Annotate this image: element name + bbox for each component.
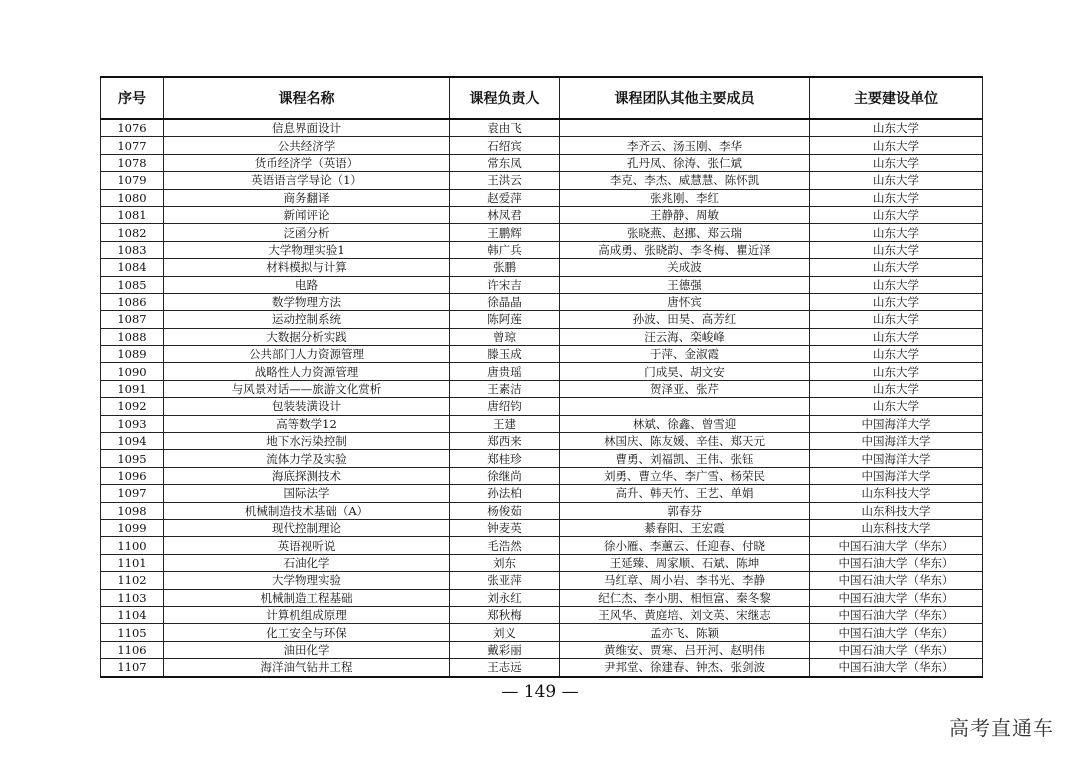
- cell-institution: 中国石油大学（华东）: [810, 606, 983, 623]
- cell-course-lead: 滕玉成: [450, 346, 560, 363]
- cell-team-members: 王延臻、周家顺、石斌、陈坤: [560, 554, 810, 571]
- cell-course-lead: 陈阿莲: [450, 311, 560, 328]
- cell-course-lead: 王洪云: [450, 172, 560, 189]
- table-row: [101, 572, 983, 589]
- cell-index: 1089: [101, 346, 164, 363]
- cell-team-members: 王风华、黄庭培、刘文英、宋继志: [560, 606, 810, 623]
- cell-course-name: 运动控制系统: [164, 311, 450, 328]
- cell-team-members: 孔丹凤、徐涛、张仁斌: [560, 154, 810, 171]
- header-course-lead: 课程负责人: [450, 77, 560, 119]
- cell-team-members: 门成昊、胡文安: [560, 363, 810, 380]
- header-institution: 主要建设单位: [810, 77, 983, 119]
- table-row: [101, 554, 983, 571]
- cell-course-name: 计算机组成原理: [164, 606, 450, 623]
- cell-team-members: 关成波: [560, 259, 810, 276]
- cell-institution: 山东大学: [810, 224, 983, 241]
- cell-institution: 山东科技大学: [810, 485, 983, 502]
- table-row: [101, 380, 983, 397]
- cell-course-lead: 郑桂珍: [450, 450, 560, 467]
- cell-index: 1096: [101, 467, 164, 484]
- cell-course-name: 大学物理实验: [164, 572, 450, 589]
- cell-course-name: 公共经济学: [164, 137, 450, 154]
- cell-course-name: 大学物理实验1: [164, 241, 450, 258]
- cell-course-lead: 王建: [450, 415, 560, 432]
- header-course-name: 课程名称: [164, 77, 450, 119]
- cell-course-lead: 张鹏: [450, 259, 560, 276]
- cell-course-name: 流体力学及实验: [164, 450, 450, 467]
- cell-course-name: 地下水污染控制: [164, 433, 450, 450]
- table-row: [101, 659, 983, 677]
- cell-course-lead: 王鹏辉: [450, 224, 560, 241]
- cell-course-name: 公共部门人力资源管理: [164, 346, 450, 363]
- cell-course-name: 泛函分析: [164, 224, 450, 241]
- cell-index: 1080: [101, 189, 164, 206]
- cell-course-lead: 王志远: [450, 659, 560, 677]
- cell-course-lead: 曾琼: [450, 328, 560, 345]
- table-row: [101, 641, 983, 658]
- cell-course-name: 商务翻译: [164, 189, 450, 206]
- cell-team-members: 孟亦飞、陈颖: [560, 624, 810, 641]
- cell-course-lead: 刘永红: [450, 589, 560, 606]
- cell-index: 1081: [101, 206, 164, 223]
- cell-institution: 中国石油大学（华东）: [810, 624, 983, 641]
- cell-index: 1099: [101, 519, 164, 536]
- cell-institution: 中国海洋大学: [810, 450, 983, 467]
- cell-index: 1097: [101, 485, 164, 502]
- table-row: [101, 415, 983, 432]
- cell-course-lead: 许宋吉: [450, 276, 560, 293]
- cell-course-lead: 唐绍钧: [450, 398, 560, 415]
- table-row: [101, 172, 983, 189]
- cell-course-lead: 常东凤: [450, 154, 560, 171]
- cell-course-name: 机械制造工程基础: [164, 589, 450, 606]
- cell-index: 1107: [101, 659, 164, 677]
- cell-course-name: 战略性人力资源管理: [164, 363, 450, 380]
- cell-course-name: 材料模拟与计算: [164, 259, 450, 276]
- cell-course-lead: 韩广兵: [450, 241, 560, 258]
- cell-index: 1086: [101, 293, 164, 310]
- table-header: [101, 77, 983, 119]
- cell-institution: 山东大学: [810, 259, 983, 276]
- cell-team-members: 高成勇、张晓韵、李冬梅、瞿近泽: [560, 241, 810, 258]
- table-row: [101, 398, 983, 415]
- cell-index: 1083: [101, 241, 164, 258]
- cell-institution: 中国石油大学（华东）: [810, 589, 983, 606]
- cell-index: 1093: [101, 415, 164, 432]
- cell-index: 1084: [101, 259, 164, 276]
- cell-course-lead: 徐晶晶: [450, 293, 560, 310]
- cell-course-name: 现代控制理论: [164, 519, 450, 536]
- cell-institution: 山东大学: [810, 293, 983, 310]
- cell-team-members: 张兆刚、李红: [560, 189, 810, 206]
- cell-team-members: 于萍、金淑霞: [560, 346, 810, 363]
- cell-team-members: 李克、李杰、威慧慧、陈怀凯: [560, 172, 810, 189]
- cell-index: 1102: [101, 572, 164, 589]
- cell-course-lead: 徐继尚: [450, 467, 560, 484]
- table-row: [101, 328, 983, 345]
- table-row: [101, 137, 983, 154]
- cell-institution: 山东大学: [810, 137, 983, 154]
- cell-institution: 山东大学: [810, 328, 983, 345]
- cell-institution: 中国石油大学（华东）: [810, 659, 983, 677]
- cell-institution: 山东大学: [810, 276, 983, 293]
- cell-index: 1078: [101, 154, 164, 171]
- header-row: [101, 77, 983, 119]
- cell-course-name: 石油化学: [164, 554, 450, 571]
- cell-index: 1103: [101, 589, 164, 606]
- cell-course-name: 机械制造技术基础（A）: [164, 502, 450, 519]
- cell-course-lead: 郑西来: [450, 433, 560, 450]
- cell-course-name: 货币经济学（英语）: [164, 154, 450, 171]
- table-row: [101, 467, 983, 484]
- cell-index: 1076: [101, 119, 164, 137]
- cell-team-members: 张晓燕、赵挪、郑云瑞: [560, 224, 810, 241]
- cell-institution: 山东大学: [810, 119, 983, 137]
- cell-course-lead: 石绍宾: [450, 137, 560, 154]
- table-row: [101, 606, 983, 623]
- cell-course-name: 英语语言学导论（1）: [164, 172, 450, 189]
- cell-team-members: 林国庆、陈友媛、辛佳、郑天元: [560, 433, 810, 450]
- table-row: [101, 363, 983, 380]
- cell-index: 1082: [101, 224, 164, 241]
- table-row: [101, 624, 983, 641]
- cell-institution: 山东大学: [810, 346, 983, 363]
- table-row: [101, 224, 983, 241]
- table-row: [101, 189, 983, 206]
- cell-index: 1094: [101, 433, 164, 450]
- cell-team-members: 刘勇、曹立华、李广雪、杨荣民: [560, 467, 810, 484]
- cell-team-members: 綦春阳、王宏霞: [560, 519, 810, 536]
- cell-course-lead: 刘东: [450, 554, 560, 571]
- cell-team-members: 王静静、周敏: [560, 206, 810, 223]
- cell-team-members: [560, 398, 810, 415]
- cell-course-name: 油田化学: [164, 641, 450, 658]
- cell-team-members: 尹邦堂、徐建春、钟杰、张剑波: [560, 659, 810, 677]
- cell-team-members: 李齐云、汤玉刚、李华: [560, 137, 810, 154]
- table-row: [101, 485, 983, 502]
- table-body: [101, 119, 983, 677]
- cell-team-members: 林斌、徐鑫、曾雪迎: [560, 415, 810, 432]
- cell-course-lead: 刘义: [450, 624, 560, 641]
- watermark-text: 高考直通车: [949, 716, 1054, 740]
- cell-index: 1104: [101, 606, 164, 623]
- cell-course-name: 与风景对话——旅游文化赏析: [164, 380, 450, 397]
- cell-course-name: 海底探测技术: [164, 467, 450, 484]
- cell-index: 1077: [101, 137, 164, 154]
- cell-institution: 中国石油大学（华东）: [810, 537, 983, 554]
- cell-course-name: 电路: [164, 276, 450, 293]
- cell-team-members: 汪云海、栾峻峰: [560, 328, 810, 345]
- cell-course-name: 英语视听说: [164, 537, 450, 554]
- course-table-container: [100, 76, 982, 678]
- cell-institution: 山东大学: [810, 363, 983, 380]
- table-row: [101, 154, 983, 171]
- cell-course-lead: 戴彩丽: [450, 641, 560, 658]
- cell-team-members: 马红章、周小岩、李书光、李静: [560, 572, 810, 589]
- cell-course-lead: 毛浩然: [450, 537, 560, 554]
- cell-institution: 山东科技大学: [810, 502, 983, 519]
- cell-institution: 山东科技大学: [810, 519, 983, 536]
- table-row: [101, 119, 983, 137]
- cell-team-members: 贺泽亚、张芹: [560, 380, 810, 397]
- header-index: 序号: [101, 77, 164, 119]
- cell-course-lead: 林凤君: [450, 206, 560, 223]
- cell-index: 1105: [101, 624, 164, 641]
- cell-course-lead: 钟麦英: [450, 519, 560, 536]
- table-row: [101, 311, 983, 328]
- cell-course-lead: 王素洁: [450, 380, 560, 397]
- cell-course-lead: 唐贵瑶: [450, 363, 560, 380]
- table-row: [101, 450, 983, 467]
- cell-index: 1087: [101, 311, 164, 328]
- table-row: [101, 241, 983, 258]
- cell-team-members: [560, 119, 810, 137]
- cell-team-members: 唐怀宾: [560, 293, 810, 310]
- cell-institution: 山东大学: [810, 189, 983, 206]
- cell-team-members: 黄维安、贾寒、吕开河、赵明伟: [560, 641, 810, 658]
- cell-course-name: 国际法学: [164, 485, 450, 502]
- cell-course-lead: 孙法柏: [450, 485, 560, 502]
- table-row: [101, 276, 983, 293]
- cell-team-members: 徐小雁、李蕙云、任迎春、付晓: [560, 537, 810, 554]
- cell-institution: 山东大学: [810, 172, 983, 189]
- cell-team-members: 纪仁杰、李小朋、相恒富、秦冬黎: [560, 589, 810, 606]
- cell-index: 1100: [101, 537, 164, 554]
- cell-team-members: 王德强: [560, 276, 810, 293]
- cell-index: 1079: [101, 172, 164, 189]
- cell-team-members: 高升、韩天竹、王艺、单娟: [560, 485, 810, 502]
- cell-course-name: 新闻评论: [164, 206, 450, 223]
- cell-course-lead: 赵爱萍: [450, 189, 560, 206]
- cell-index: 1088: [101, 328, 164, 345]
- cell-institution: 中国海洋大学: [810, 415, 983, 432]
- cell-team-members: 孙波、田昊、高芳红: [560, 311, 810, 328]
- cell-course-name: 包装装潢设计: [164, 398, 450, 415]
- cell-institution: 中国石油大学（华东）: [810, 641, 983, 658]
- table-row: [101, 433, 983, 450]
- table-row: [101, 346, 983, 363]
- cell-index: 1085: [101, 276, 164, 293]
- cell-institution: 中国海洋大学: [810, 467, 983, 484]
- cell-institution: 山东大学: [810, 398, 983, 415]
- cell-course-name: 数学物理方法: [164, 293, 450, 310]
- cell-institution: 中国海洋大学: [810, 433, 983, 450]
- cell-index: 1090: [101, 363, 164, 380]
- cell-institution: 山东大学: [810, 206, 983, 223]
- cell-course-name: 信息界面设计: [164, 119, 450, 137]
- cell-course-lead: 杨俊茹: [450, 502, 560, 519]
- cell-course-name: 大数据分析实践: [164, 328, 450, 345]
- cell-index: 1092: [101, 398, 164, 415]
- cell-index: 1098: [101, 502, 164, 519]
- cell-team-members: 郭春芬: [560, 502, 810, 519]
- table-row: [101, 519, 983, 536]
- page-number: — 149 —: [501, 682, 579, 702]
- cell-course-lead: 郑秋梅: [450, 606, 560, 623]
- cell-institution: 山东大学: [810, 241, 983, 258]
- cell-index: 1101: [101, 554, 164, 571]
- cell-institution: 山东大学: [810, 154, 983, 171]
- cell-course-name: 海洋油气钻井工程: [164, 659, 450, 677]
- table-row: [101, 537, 983, 554]
- cell-course-lead: 张亚萍: [450, 572, 560, 589]
- cell-index: 1095: [101, 450, 164, 467]
- cell-team-members: 曹勇、刘福凯、王伟、张钰: [560, 450, 810, 467]
- cell-index: 1106: [101, 641, 164, 658]
- table-row: [101, 502, 983, 519]
- cell-course-name: 化工安全与环保: [164, 624, 450, 641]
- cell-institution: 山东大学: [810, 380, 983, 397]
- table-row: [101, 589, 983, 606]
- cell-institution: 山东大学: [810, 311, 983, 328]
- table-row: [101, 293, 983, 310]
- cell-course-name: 高等数学12: [164, 415, 450, 432]
- cell-institution: 中国石油大学（华东）: [810, 572, 983, 589]
- table-row: [101, 259, 983, 276]
- cell-course-lead: 袁由飞: [450, 119, 560, 137]
- cell-institution: 中国石油大学（华东）: [810, 554, 983, 571]
- table-row: [101, 206, 983, 223]
- cell-index: 1091: [101, 380, 164, 397]
- header-team-members: 课程团队其他主要成员: [560, 77, 810, 119]
- course-table: [100, 76, 983, 678]
